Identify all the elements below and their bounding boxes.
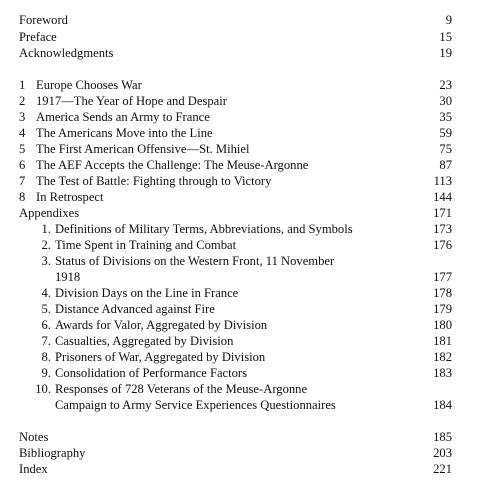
entry-page-number: 177 — [433, 270, 452, 284]
toc-entry-appendix-2[interactable] — [0, 237, 480, 253]
toc-entry-acknowledgments[interactable] — [0, 45, 480, 61]
toc-entry-appendix-6[interactable] — [0, 317, 480, 333]
appendix-number: 2. — [41, 238, 51, 252]
entry-page-number: 203 — [433, 446, 452, 460]
entry-title: Foreword — [19, 13, 68, 27]
appendix-number: 3. — [41, 254, 51, 268]
entry-title: Europe Chooses War — [36, 78, 142, 92]
entry-title: Definitions of Military Terms, Abbreviations, and Symbols — [55, 222, 353, 236]
entry-title: Appendixes — [19, 206, 80, 220]
entry-page-number: 19 — [439, 46, 452, 60]
entry-title: Prisoners of War, Aggregated by Division — [55, 350, 266, 364]
toc-entry-chapter-2[interactable] — [0, 93, 480, 109]
toc-entry-appendix-7[interactable] — [0, 333, 480, 349]
entry-page-number: 181 — [433, 334, 452, 348]
entry-title-continuation: 1918 — [55, 270, 81, 284]
toc-entry-appendixes[interactable] — [0, 205, 480, 221]
toc-entry-preface[interactable] — [0, 29, 480, 45]
entry-page-number: 176 — [433, 238, 452, 252]
entry-page-number: 59 — [439, 126, 452, 140]
toc-entry-chapter-8[interactable] — [0, 189, 480, 205]
entry-page-number: 184 — [433, 398, 452, 412]
toc-entry-appendix-4[interactable] — [0, 285, 480, 301]
entry-title: Bibliography — [19, 446, 86, 460]
entry-title: Distance Advanced against Fire — [55, 302, 215, 316]
entry-title: Preface — [19, 30, 57, 44]
toc-entry-chapter-7[interactable] — [0, 173, 480, 189]
entry-page-number: 178 — [433, 286, 452, 300]
entry-page-number: 144 — [433, 190, 452, 204]
entry-title: Responses of 728 Veterans of the Meuse-Argonne — [55, 382, 308, 396]
entry-title: Casualties, Aggregated by Division — [55, 334, 234, 348]
toc-entry-chapter-4[interactable] — [0, 125, 480, 141]
entry-page-number: 87 — [439, 158, 452, 172]
entry-title: Acknowledgments — [19, 46, 114, 60]
toc-entry-chapter-1[interactable] — [0, 77, 480, 93]
entry-title: Division Days on the Line in France — [55, 286, 239, 300]
entry-title: America Sends an Army to France — [36, 110, 210, 124]
entry-page-number: 113 — [433, 174, 452, 188]
chapter-number: 8 — [19, 190, 26, 204]
entry-title: Index — [19, 462, 48, 476]
toc-entry-appendix-5[interactable] — [0, 301, 480, 317]
appendix-number: 10. — [35, 382, 51, 396]
toc-entry-appendix-9[interactable] — [0, 365, 480, 381]
entry-page-number: 30 — [439, 94, 452, 108]
chapter-number: 5 — [19, 142, 26, 156]
toc-entry-notes[interactable] — [0, 429, 480, 445]
chapter-number: 2 — [19, 94, 26, 108]
appendix-number: 7. — [41, 334, 51, 348]
toc-entry-appendix-8[interactable] — [0, 349, 480, 365]
entry-title: Status of Divisions on the Western Front, 11 November — [55, 254, 335, 268]
entry-page-number: 179 — [433, 302, 452, 316]
toc-entry-index[interactable] — [0, 461, 480, 477]
appendix-number: 1. — [41, 222, 51, 236]
entry-page-number: 75 — [439, 142, 452, 156]
entry-title: Time Spent in Training and Combat — [55, 238, 237, 252]
chapter-number: 1 — [19, 78, 26, 92]
toc-entry-appendix-3[interactable] — [0, 253, 480, 269]
toc-entry-appendix-10-continued[interactable] — [0, 397, 480, 413]
entry-title: The AEF Accepts the Challenge: The Meuse-Argonne — [36, 158, 309, 172]
appendix-number: 8. — [41, 350, 51, 364]
entry-page-number: 35 — [439, 110, 452, 124]
entry-page-number: 183 — [433, 366, 452, 380]
chapter-number: 4 — [19, 126, 26, 140]
toc-entry-appendix-1[interactable] — [0, 221, 480, 237]
entry-page-number: 180 — [433, 318, 452, 332]
entry-title: Consolidation of Performance Factors — [55, 366, 248, 380]
entry-page-number: 182 — [433, 350, 452, 364]
entry-page-number: 15 — [439, 30, 452, 44]
toc-entry-appendix-3-continued[interactable] — [0, 269, 480, 285]
entry-title: The Test of Battle: Fighting through to Victory — [36, 174, 272, 188]
toc-entry-bibliography[interactable] — [0, 445, 480, 461]
entry-title: The First American Offensive—St. Mihiel — [36, 142, 250, 156]
entry-page-number: 221 — [433, 462, 452, 476]
appendix-number: 5. — [41, 302, 51, 316]
chapter-number: 3 — [19, 110, 26, 124]
toc-entry-appendix-10[interactable] — [0, 381, 480, 397]
entry-title: In Retrospect — [36, 190, 104, 204]
chapter-number: 7 — [19, 174, 26, 188]
entry-title: The Americans Move into the Line — [36, 126, 213, 140]
entry-title: 1917—The Year of Hope and Despair — [36, 94, 227, 108]
toc-entry-chapter-3[interactable] — [0, 109, 480, 125]
entry-page-number: 173 — [433, 222, 452, 236]
entry-page-number: 23 — [439, 78, 452, 92]
entry-title: Notes — [19, 430, 49, 444]
appendix-number: 6. — [41, 318, 51, 332]
appendix-number: 4. — [41, 286, 51, 300]
toc-entry-chapter-5[interactable] — [0, 141, 480, 157]
toc-entry-foreword[interactable] — [0, 12, 480, 28]
entry-page-number: 185 — [433, 430, 452, 444]
entry-page-number: 9 — [445, 13, 452, 27]
toc-entry-chapter-6[interactable] — [0, 157, 480, 173]
chapter-number: 6 — [19, 158, 26, 172]
entry-title: Awards for Valor, Aggregated by Division — [55, 318, 268, 332]
appendix-number: 9. — [41, 366, 51, 380]
entry-page-number: 171 — [433, 206, 452, 220]
entry-title-continuation: Campaign to Army Service Experiences Questionnaires — [55, 398, 336, 412]
